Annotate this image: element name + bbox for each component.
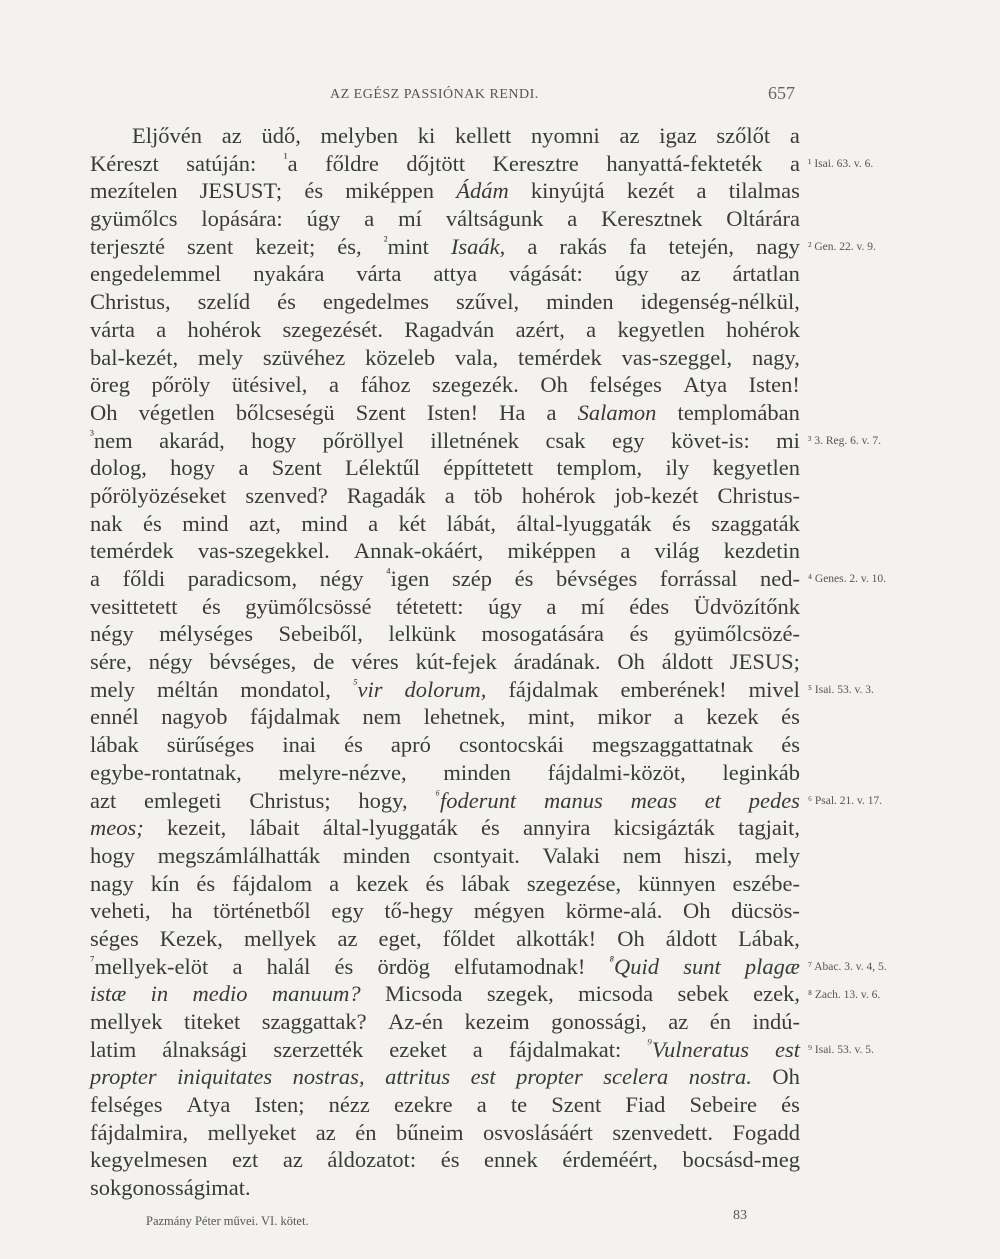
- text-line: kegyelmesen ezt az áldozatot: és ennek érdeméért, bocsásd-meg: [90, 1147, 800, 1173]
- margin-reference: ⁸ Zach. 13. v. 6.: [808, 988, 881, 1001]
- text-line: négy mélységes Sebeiből, lelkünk mosogatására és gyümőlcsözé-: [90, 621, 800, 647]
- text-line: temérdek vas-szegekkel. Annak-okáért, miképpen a világ kezdetin: [90, 538, 800, 564]
- text-line: Eljővén az üdő, melyben ki kellett nyomni az igaz szőlőt a: [132, 123, 800, 148]
- text-line: istæ in medio manuum? Micsoda szegek, micsoda sebek ezek,: [90, 981, 800, 1007]
- text-line: mezítelen JESUST; és miképpen Ádám kinyújtá kezét a tilalmas: [90, 178, 800, 204]
- text-line: veheti, ha történetből egy tő-hegy mégyen körme-alá. Oh dücsös-: [90, 898, 800, 924]
- text-line: engedelemmel nyakára várta attya vágását: úgy az ártatlan: [90, 261, 800, 287]
- text-line: a főldi paradicsom, négy ⁴igen szép és bévséges forrással ned-: [90, 565, 800, 591]
- margin-reference: ⁷ Abac. 3. v. 4, 5.: [808, 961, 887, 973]
- text-line: ennél nagyob fájdalmak nem lehetnek, mint, mikor a kezek és: [90, 704, 800, 730]
- text-line: pőrölyözéseket szenved? Ragadák a töb hohérok job-kezét Christus-: [90, 482, 800, 508]
- text-line: lábak sürűséges inai és apró csontocskái megszaggattatnak és: [90, 732, 800, 758]
- text-line: meos; kezeit, lábait által-lyuggaták és annyira kicsigázták tagjait,: [90, 815, 800, 841]
- margin-reference: ⁹ Isai. 53. v. 5.: [808, 1044, 874, 1057]
- text-line: mellyek titeket szaggattak? Az-én kezeim gonossági, az én indú-: [90, 1009, 800, 1034]
- page-number: 657: [768, 83, 795, 103]
- margin-reference: ⁶ Psal. 21. v. 17.: [808, 794, 883, 807]
- text-line: Kéreszt satúján: ¹a főldre dőjtött Keresztre hanyattá-fekteték a: [90, 149, 800, 176]
- text-line: fájdalmira, mellyeket az én bűneim osvoslásáért szenvedett. Fogadd: [90, 1119, 800, 1145]
- text-line: nak és mind azt, mind a két lábát, által-lyuggaták és szaggaták: [90, 510, 800, 536]
- text-line: latim álnaksági szerzették ezeket a fájdalmakat: ⁹Vulneratus est: [90, 1035, 800, 1062]
- text-line: sok gonosságimat.: [90, 1175, 251, 1201]
- footer-title: Pazmány Péter művei. VI. kötet.: [146, 1214, 309, 1228]
- body-text: [90, 122, 800, 1202]
- text-line: Christus, szelíd és engedelmes szűvel, minden idegenség-nélkül,: [90, 289, 800, 315]
- text-line: gyümőlcs lopására: úgy a mí váltságunk a Keresztnek Oltárára: [90, 206, 800, 232]
- text-line: Oh végetlen bőlcseségü Szent Isten! Ha a Salamon templomában: [90, 399, 800, 425]
- margin-reference: ³ 3. Reg. 6. v. 7.: [808, 434, 881, 447]
- text-line: nagy kín és fájdalom a kezek és lábak szegezése, künnyen eszébe-: [90, 870, 800, 896]
- text-line: propter iniquitates nostras, attritus est propter scelera nostra. Oh: [90, 1064, 800, 1090]
- text-line: ⁷mellyek-elöt a halál és ördög elfutamodnak! ⁸Quid sunt plagæ: [90, 952, 800, 979]
- text-line: öreg pőröly ütésivel, a fához szegezék. Oh felséges Atya Isten!: [90, 372, 800, 398]
- text-line: bal-kezét, mely szüvéhez közeleb vala, temérdek vas-szeggel, nagy,: [90, 344, 800, 370]
- running-title: AZ EGÉSZ PASSIÓNAK RENDI.: [330, 87, 539, 102]
- text-line: terjeszté szent kezeit; és, ²mint Isaák, a rakás fa tetején, nagy: [90, 232, 800, 259]
- text-line: mely méltán mondatol, ⁵vir dolorum, fájdalmak emberének! mivel: [90, 675, 800, 702]
- margin-reference: ² Gen. 22. v. 9.: [808, 240, 876, 253]
- margin-reference: ¹ Isai. 63. v. 6.: [808, 157, 874, 170]
- text-line: felséges Atya Isten; nézz ezekre a te Szent Fiad Sebeire és: [90, 1092, 800, 1118]
- text-line: séges Kezek, mellyek az eget, főldet alkották! Oh áldott Lábak,: [90, 925, 800, 951]
- text-line: vesittetett és gyümőlcsössé tétetett: úgy a mí édes Üdvözítőnk: [90, 593, 800, 619]
- text-line: ³nem akarád, hogy pőröllyel illetnének csak egy követ-is: mi: [90, 426, 800, 453]
- text-line: azt emlegeti Christus; hogy, ⁶foderunt manus meas et pedes: [90, 786, 800, 813]
- text-line: várta a hohérok szegezését. Ragadván azért, a kegyetlen hohérok: [90, 316, 800, 342]
- page-header: [0, 83, 1000, 109]
- margin-reference: ⁴ Genes. 2. v. 10.: [808, 573, 887, 586]
- margin-reference: ⁵ Isai. 53. v. 3.: [808, 684, 874, 696]
- signature-number: 83: [733, 1208, 747, 1223]
- text-line: hogy megszámlálhatták minden csontyait. Valaki nem hiszi, mely: [90, 842, 800, 868]
- page-footer: [0, 1208, 1000, 1232]
- text-line: egybe-rontatnak, melyre-nézve, minden fájdalmi-közöt, leginkáb: [90, 759, 800, 785]
- text-line: sére, négy bévséges, de véres kút-fejek áradának. Oh áldott JESUS;: [90, 649, 800, 675]
- text-line: dolog, hogy a Szent Lélektűl éppíttetett templom, ily kegyetlen: [90, 455, 800, 481]
